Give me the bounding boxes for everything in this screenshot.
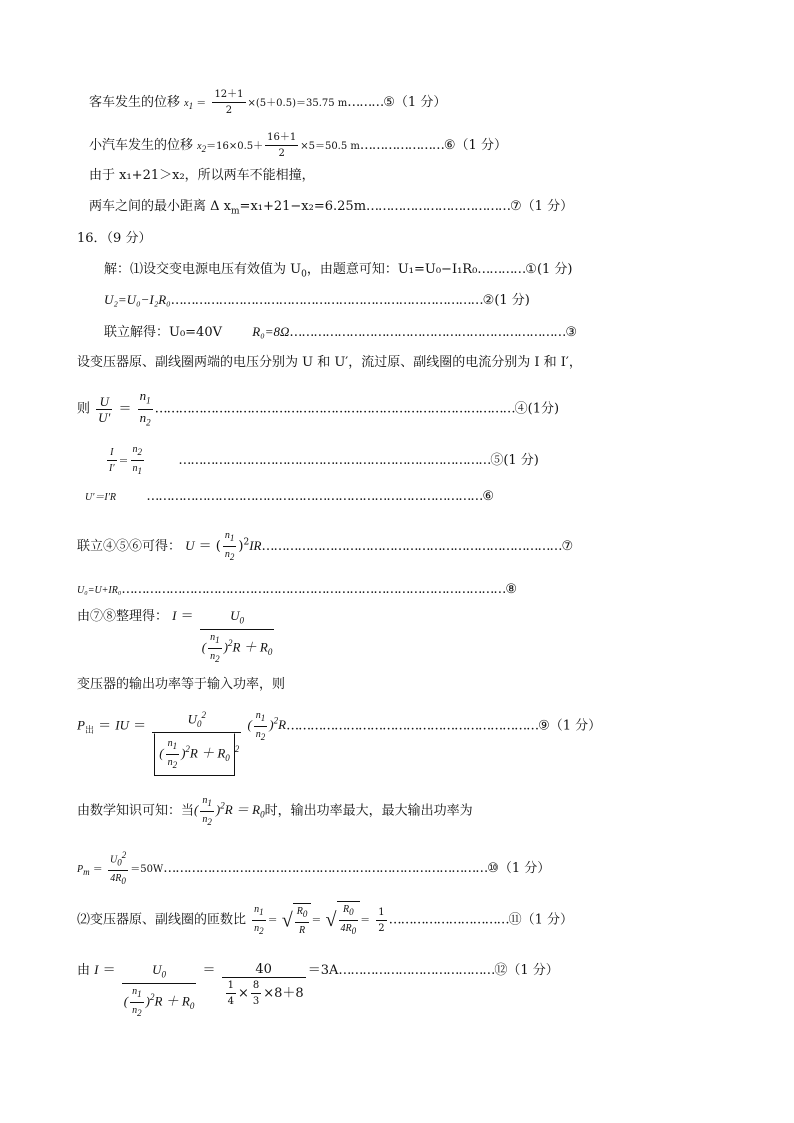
formula-r0: R₀=8Ω xyxy=(252,324,290,339)
leader-dots: ……………………………………………………………………………… xyxy=(154,401,515,417)
score-mark: ②(1 分) xyxy=(482,293,530,308)
line-step-8: 联立④⑤⑥可得： U ＝ ( $\frac{n_1}{n_2}$ )$^2$IR…………………………………………………………………⑦ xyxy=(77,528,573,565)
formula: =x₁+21−x₂=6.25m xyxy=(239,199,367,214)
label: ⑵变压器原、副线圈的匝数比 xyxy=(77,912,247,928)
leader-dots: ……………………………………………………… xyxy=(286,718,539,734)
line-step-10: 由⑦⑧整理得： I ＝ $U_0$ ( $\frac{n_1}{n_2}$ )$^2R + R_0$ xyxy=(77,608,276,667)
formula-mid: ＝16×0.5＋ xyxy=(206,141,264,152)
line-step-3 xyxy=(104,324,577,341)
fraction: $\frac{16+1}{2}$ xyxy=(267,132,297,159)
score-mark: ⑤（1 分） xyxy=(383,95,447,110)
score-mark: ⑪（1 分） xyxy=(508,912,574,928)
score-mark: ⑦（1 分） xyxy=(510,199,574,214)
score-mark: ⑨（1 分） xyxy=(538,718,602,734)
var-x1: $x_1$ xyxy=(184,98,194,111)
fraction-power: $U_0^2$ ( $\frac{n_1}{n_2}$ )$^2R + R_0^2$ xyxy=(152,708,241,776)
line-current-ratio: $\frac{I}{I'}$ ＝ $\frac{n_2}{n_1}$ ……………………………………………………………………⑤(1 分) xyxy=(105,442,539,479)
line-step-13: 由数学知识可知：当( $\frac{n_1}{n_2}$ )$^2R = R_0$时，输出功率最大，最大输出功率为 xyxy=(77,795,473,827)
leader-dots: ………………………………………………………………………… xyxy=(146,489,483,504)
line-step-9 xyxy=(77,582,517,599)
leader-dots: ……… xyxy=(347,95,384,110)
label: 由数学知识可知：当 xyxy=(77,803,195,819)
label: 联立④⑤⑥可得： xyxy=(77,539,182,554)
fraction-current: $U_0$ ( $\frac{n_1}{n_2}$ )$^2R + R_0$ xyxy=(201,608,273,664)
line-min-distance xyxy=(89,199,573,220)
line-step-11: 变压器的输出功率等于输入功率，则 xyxy=(77,677,286,692)
label-post: 时，输出功率最大，最大输出功率为 xyxy=(264,803,473,819)
score-mark: ④(1分) xyxy=(514,401,560,417)
label: 由⑦⑧整理得： xyxy=(77,609,169,624)
fraction-pm: $\frac{U_0^2}{4R_0}$ xyxy=(109,850,127,887)
fraction-n: $\frac{n_2}{n_1}$ xyxy=(132,444,143,476)
line-step-1: 解：⑴设交变电源电压有效值为 $U_0$，由题意可知：U₁=U₀−I₁R₀…………①(1 分) xyxy=(104,262,573,280)
fraction-n: $\frac{n_1}{n_2}$ xyxy=(139,388,151,428)
leader-dots: ………………………… xyxy=(388,912,509,928)
label: 客车发生的位移 xyxy=(89,95,181,110)
fraction-u: $\frac{U}{U'}$ xyxy=(98,393,111,425)
score-mark: ⑩（1 分） xyxy=(487,861,551,877)
label: 联立解得：U₀=40V xyxy=(104,325,222,340)
label: 解：⑴设交变电源电压有效值为 U xyxy=(104,262,302,277)
leader-dots: ………… xyxy=(477,262,526,277)
formula: U′＝I′R xyxy=(85,492,117,503)
score-mark: ⑧ xyxy=(505,582,517,597)
leader-dots: …………………………………………………………… xyxy=(289,325,566,340)
formula-tail: ×5＝50.5 m xyxy=(300,141,360,152)
line-step-7 xyxy=(85,489,494,506)
formula-result: ＝3A xyxy=(307,963,339,978)
line-current-result: 由 I ＝ $U_0$ ( $\frac{n_1}{n_2}$ )$^2R + R_0$ ＝ 40 $\frac{1}{4}$ × $\frac{8}{3}$ ×8＋8 ＝3A…………………………………⑫（1 分） xyxy=(77,962,559,1018)
formula: U₂=U₀−I₂R₀ xyxy=(104,292,171,307)
score-mark: ⑥（1 分） xyxy=(443,138,507,153)
label: 由 xyxy=(77,963,91,978)
label: 两车之间的最小距离 Δ x xyxy=(89,199,231,214)
line-max-power: $P_m$ ＝ $\frac{U_0^2}{4R_0}$ ＝50W………………………………………………………………………⑩（1 分） xyxy=(77,848,550,889)
leader-dots: …………………………………………………………………………………… xyxy=(121,582,506,597)
line-voltage-ratio: 则 $\frac{U}{U'}$ ＝ $\frac{n_1}{n_2}$ ………………………………………………………………………………④(1分) xyxy=(77,388,559,430)
formula: ＝50W xyxy=(130,864,164,876)
fraction-n: $\frac{n_1}{n_2}$ xyxy=(224,530,235,562)
leader-dots: ……………………………… xyxy=(366,199,511,214)
label: 则 xyxy=(77,401,91,417)
formula: U₀=U+IR₀ xyxy=(77,585,122,596)
subscript: m xyxy=(231,206,240,217)
formula-tail: ×(5＋0.5)＝35.75 m xyxy=(247,98,348,109)
line-passenger-car-displacement: 客车发生的位移 $x_1$ ＝ $\frac{12+1}{2}$ ×(5＋0.5)＝35.75 m………⑤（1 分） xyxy=(89,89,447,116)
leader-dots: ……………………………………………………………………… xyxy=(163,861,488,877)
score-mark: ⑥ xyxy=(482,489,494,504)
line-step-4: 设变压器原、副线圈两端的电压分别为 U 和 U′，流过原、副线圈的电流分别为 I 和 I′， xyxy=(77,355,582,370)
var-x2: $x_2$ xyxy=(197,141,207,154)
line-step-2 xyxy=(104,292,530,309)
formula: ，由题意可知：U₁=U₀−I₁R₀ xyxy=(306,262,478,277)
leader-dots: …………………………………………………………………… xyxy=(178,453,491,468)
score-mark: ③ xyxy=(565,325,578,340)
fraction-i: $\frac{I}{I'}$ xyxy=(109,447,115,474)
question-16-header: 16．（9 分） xyxy=(77,231,152,246)
line-output-power: $P_出$ ＝ IU ＝ $U_0^2$ ( $\frac{n_1}{n_2}$ )$^2R + R_0^2$ ( $\frac{n_1}{n_2}$ )$^2$R………………………………………………………⑨（1 分） xyxy=(77,708,601,776)
score-mark: ⑤(1 分) xyxy=(490,453,539,468)
leader-dots: ………………………………… xyxy=(338,963,495,978)
line-no-collision: 由于 x₁+21＞x₂，所以两车不能相撞， xyxy=(89,168,315,183)
label: 小汽车发生的位移 xyxy=(89,138,194,153)
leader-dots: ………………… xyxy=(359,138,444,153)
line-turns-ratio: ⑵变压器原、副线圈的匝数比 $\frac{n_1}{n_2}$ ＝ √ $\frac{R_0}{R}$ ＝ √ $\frac{R_0}{4R_0}$ ＝ $\frac{1}{2}$ …………………………⑪（1 分） xyxy=(77,901,573,939)
line-car-displacement xyxy=(89,130,507,161)
leader-dots: …………………………………………………………………… xyxy=(170,293,483,308)
score-mark: ①(1 分) xyxy=(525,262,573,277)
score-mark: ⑫（1 分） xyxy=(494,963,559,978)
leader-dots: ………………………………………………………………… xyxy=(261,539,562,554)
score-mark: ⑦ xyxy=(561,539,574,554)
fraction: $\frac{12+1}{2}$ xyxy=(214,89,244,116)
